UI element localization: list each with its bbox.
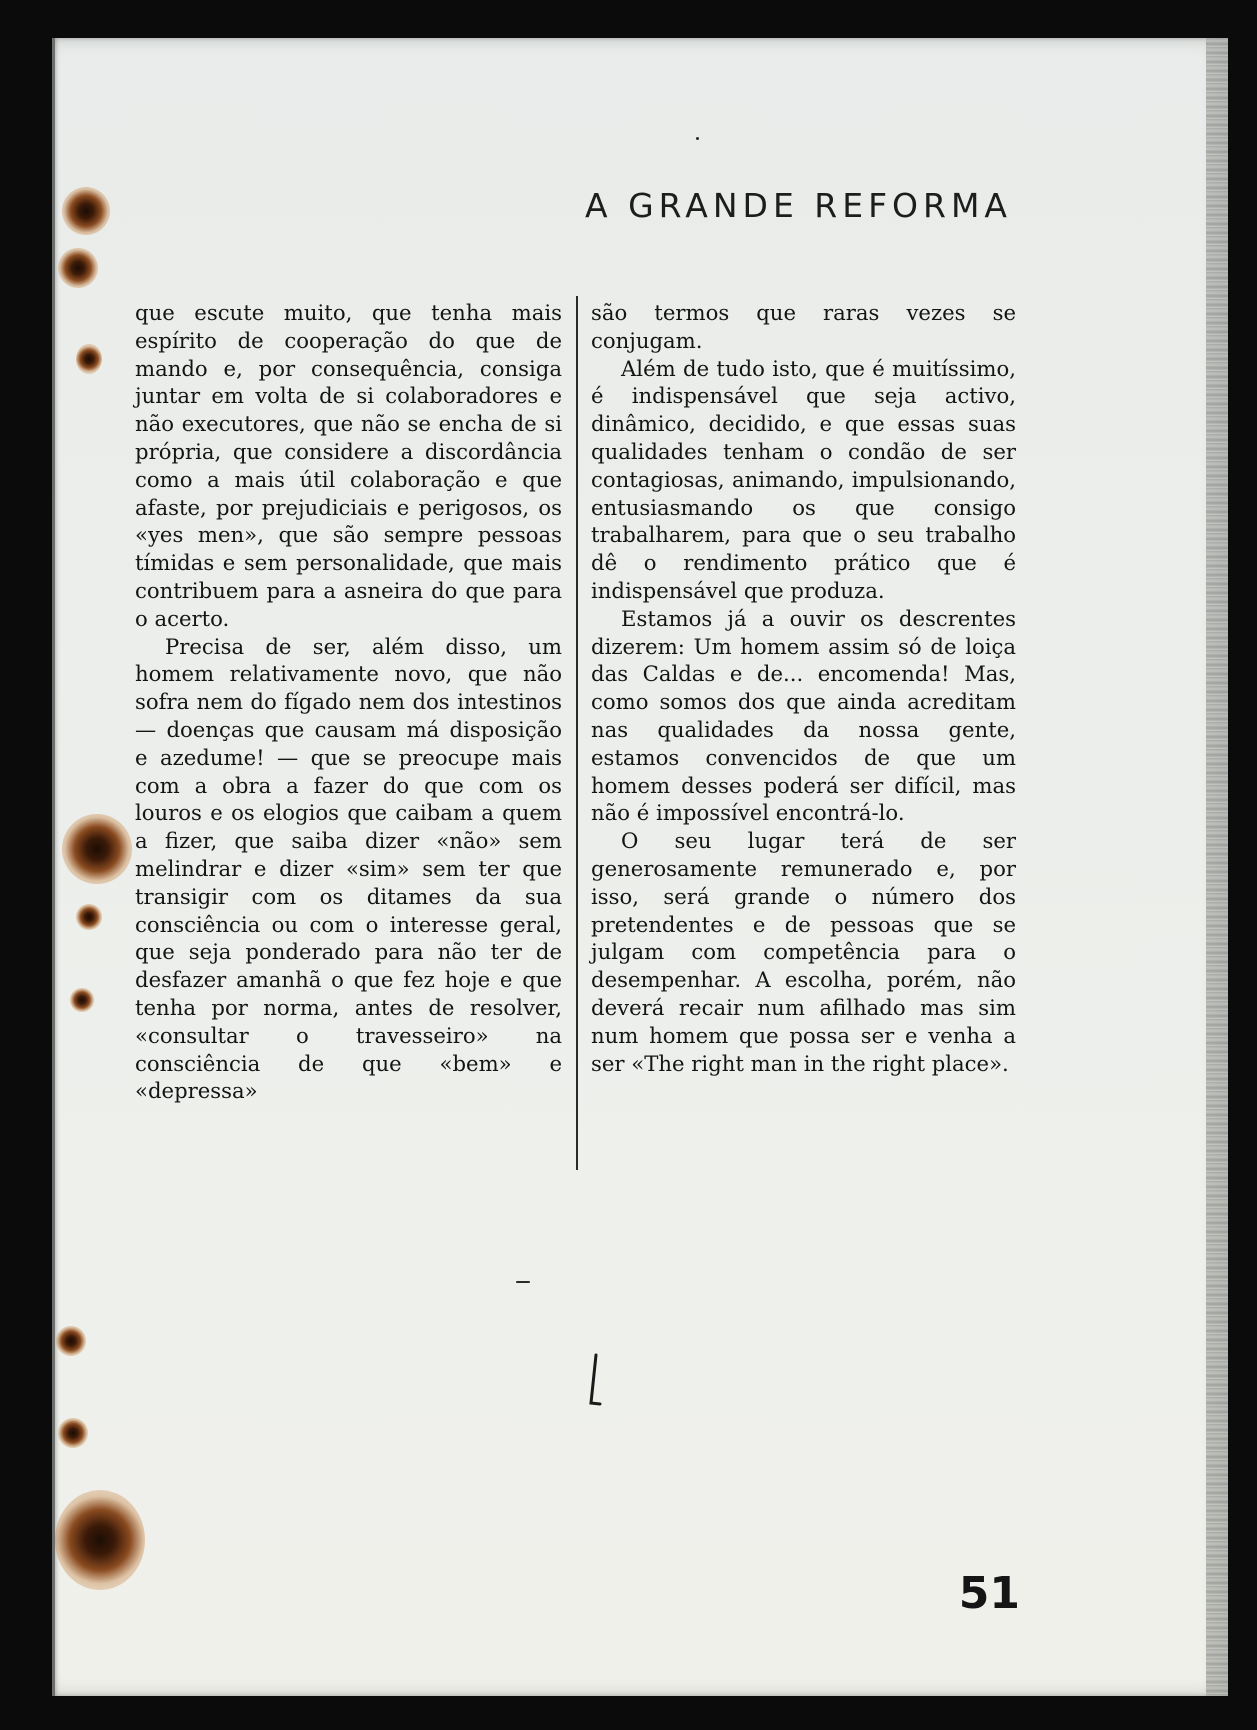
body-paragraph: que escute muito, que tenha mais espírito de cooperação do que de mando e, por consequência, consiga juntar em volta de si colaboradores e não executores, que não se encha de si própria, que considere a discordância como a mais útil colaboração e que afaste, por prejudiciais e perigosos, os «yes men», que são sempre pessoas tímidas e sem personalidade, que mais contribuem para a asneira do que para o acerto. xyxy=(135,300,562,631)
body-paragraph: Estamos já a ouvir os descrentes dizerem: Um homem assim só de loiça das Caldas e de... encomenda! Mas, como somos dos que ainda acreditam nas qualidades da nossa gente, estamos convencidos de que um homem desses poderá ser difícil, mas não é impossível encontrá-lo. xyxy=(591,605,1016,826)
burn-mark xyxy=(62,814,132,884)
body-paragraph: Precisa de ser, além disso, um homem relativamente novo, que não sofra nem do fígado nem dos intestinos — doenças que causam má disposição e azedume! — que se preocupe mais com a obra a fazer do que com os louros e os elogios que caibam a quem a fizer, que saiba dizer «não» sem melindrar e dizer «sim» sem ter que transigir com os ditames da sua consciência ou com o interesse geral, que seja ponderado para não ter de desfazer amanhã o que fez hoje e que tenha por norma, antes de resolver, «consultar o travesseiro» na consciência de que «bem» e «depressa» xyxy=(135,633,562,1104)
running-title: A GRANDE REFORMA xyxy=(585,186,1012,225)
body-paragraph: são termos que raras vezes se conjugam. xyxy=(591,300,1016,353)
handwritten-mark xyxy=(584,1353,606,1408)
column-divider xyxy=(576,296,578,1170)
page-number: 51 xyxy=(958,1568,1020,1619)
burn-mark xyxy=(76,904,102,930)
dust-speck xyxy=(516,1281,530,1283)
body-paragraph: Além de tudo isto, que é muitíssimo, é indispensável que seja activo, dinâmico, decidido, e que essas suas qualidades tenham o condão de ser contagiosas, animando, impulsionando, entusiasmando os que consigo trabalharem, para que o seu trabalho dê o rendimento prático que é indispensável que produza. xyxy=(591,355,1016,603)
burn-mark xyxy=(56,1326,86,1356)
burn-mark xyxy=(55,1490,145,1590)
right-text-column xyxy=(591,299,1016,1077)
burn-mark xyxy=(58,1418,88,1448)
burn-mark xyxy=(76,344,102,374)
burn-mark xyxy=(58,248,98,288)
burn-mark xyxy=(70,988,94,1012)
binding-edge xyxy=(52,38,55,1696)
dust-speck xyxy=(696,137,699,140)
body-paragraph: O seu lugar terá de ser generosamente remunerado e, por isso, será grande o número dos pretendentes e de pessoas que se julgam com competência para o desempenhar. A escolha, porém, não deverá recair num afilhado mas sim num homem que possa ser e venha a ser «The right man in the right place». xyxy=(591,828,1016,1076)
paper-right-edge xyxy=(1206,38,1228,1696)
burn-mark xyxy=(62,187,110,235)
left-text-column xyxy=(135,299,562,1105)
